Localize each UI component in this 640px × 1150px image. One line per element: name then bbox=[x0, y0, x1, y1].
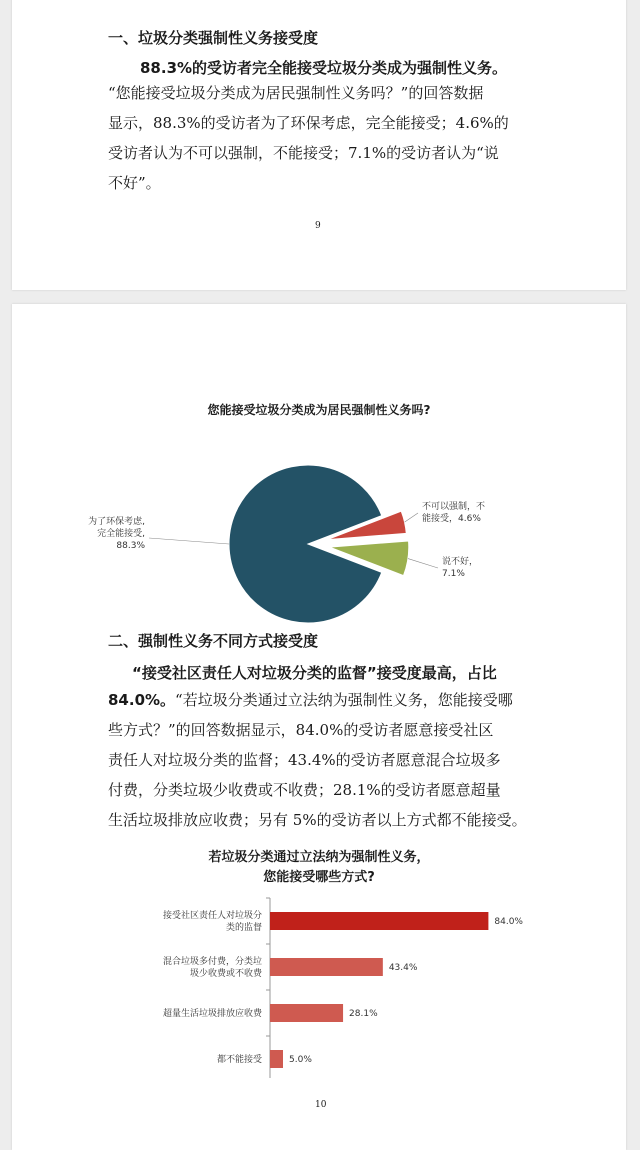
highlight-sentence: “接受社区责任人对垃圾分类的监督”接受度最高，占比 bbox=[132, 664, 497, 682]
paragraph-line: 显示，88.3%的受访者为了环保考虑，完全能接受；4.6%的 bbox=[108, 114, 509, 132]
document-page-9 bbox=[12, 0, 626, 290]
bar-category-label: 超量生活垃圾排放应收费 bbox=[162, 1009, 262, 1019]
paragraph-line: 些方式？”的回答数据显示，84.0%的受访者愿意接受社区 bbox=[108, 721, 494, 739]
section-heading: 一、垃圾分类强制性义务接受度 bbox=[108, 29, 319, 47]
pie-leader-line bbox=[408, 559, 438, 568]
paragraph-text: “若垃圾分类通过立法纳为强制性义务，您能接受哪 bbox=[175, 691, 513, 709]
pie-leader-line bbox=[405, 513, 418, 522]
paragraph-line: 不好”。 bbox=[108, 174, 161, 192]
bar bbox=[270, 1004, 343, 1022]
bar-category-label: 都不能接受 bbox=[216, 1055, 262, 1065]
pie-chart-title: 您能接受垃圾分类成为居民强制性义务吗? bbox=[207, 403, 431, 417]
bar-chart-title: 若垃圾分类通过立法纳为强制性义务， bbox=[208, 850, 430, 865]
bar bbox=[270, 912, 488, 930]
pie-chart bbox=[12, 424, 626, 644]
section-heading: 二、强制性义务不同方式接受度 bbox=[108, 632, 319, 650]
paragraph-line: 付费，分类垃圾少收费或不收费；28.1%的受访者愿意超量 bbox=[108, 781, 501, 799]
bar bbox=[270, 1050, 283, 1068]
highlight-percent: 84.0%。 bbox=[108, 691, 176, 709]
highlight-sentence: 88.3%的受访者完全能接受垃圾分类成为强制性义务。 bbox=[140, 59, 508, 77]
bar bbox=[270, 958, 383, 976]
pie-slice-label: 为了环保考虑,完全能接受, 88.3% bbox=[88, 517, 145, 551]
pie-slice-acceptable bbox=[229, 465, 382, 623]
paragraph-line bbox=[108, 685, 513, 715]
bar-value-label: 43.4% bbox=[388, 963, 418, 973]
bar-chart-title: 您能接受哪些方式? bbox=[263, 870, 375, 885]
paragraph-line: 生活垃圾排放应收费；另有 5%的受访者以上方式都不能接受。 bbox=[108, 811, 527, 829]
paragraph-line: “您能接受垃圾分类成为居民强制性义务吗？”的回答数据 bbox=[108, 84, 484, 102]
bar-value-label: 84.0% bbox=[494, 917, 523, 927]
pie-slice-label: 说不好， 7.1% bbox=[442, 557, 479, 579]
bar-chart bbox=[12, 888, 626, 1078]
paragraph-line: 受访者认为不可以强制，不能接受；7.1%的受访者认为“说 bbox=[108, 144, 499, 162]
pie-leader-line bbox=[149, 538, 229, 544]
bar-value-label: 5.0% bbox=[289, 1055, 312, 1065]
page-number: 9 bbox=[315, 221, 321, 231]
paragraph-line: 责任人对垃圾分类的监督；43.4%的受访者愿意混合垃圾多 bbox=[108, 751, 501, 769]
bar-value-label: 28.1% bbox=[349, 1009, 378, 1019]
pie-slice-label: 不可以强制，不能接受，4.6% bbox=[422, 502, 486, 524]
bar-category-label: 接受社区责任人对垃圾分类的监督 bbox=[162, 911, 262, 933]
bar-category-label: 混合垃圾多付费，分类垃圾少收费或不收费 bbox=[162, 957, 262, 979]
page-number: 10 bbox=[315, 1100, 327, 1110]
document-page-10 bbox=[12, 304, 626, 1150]
